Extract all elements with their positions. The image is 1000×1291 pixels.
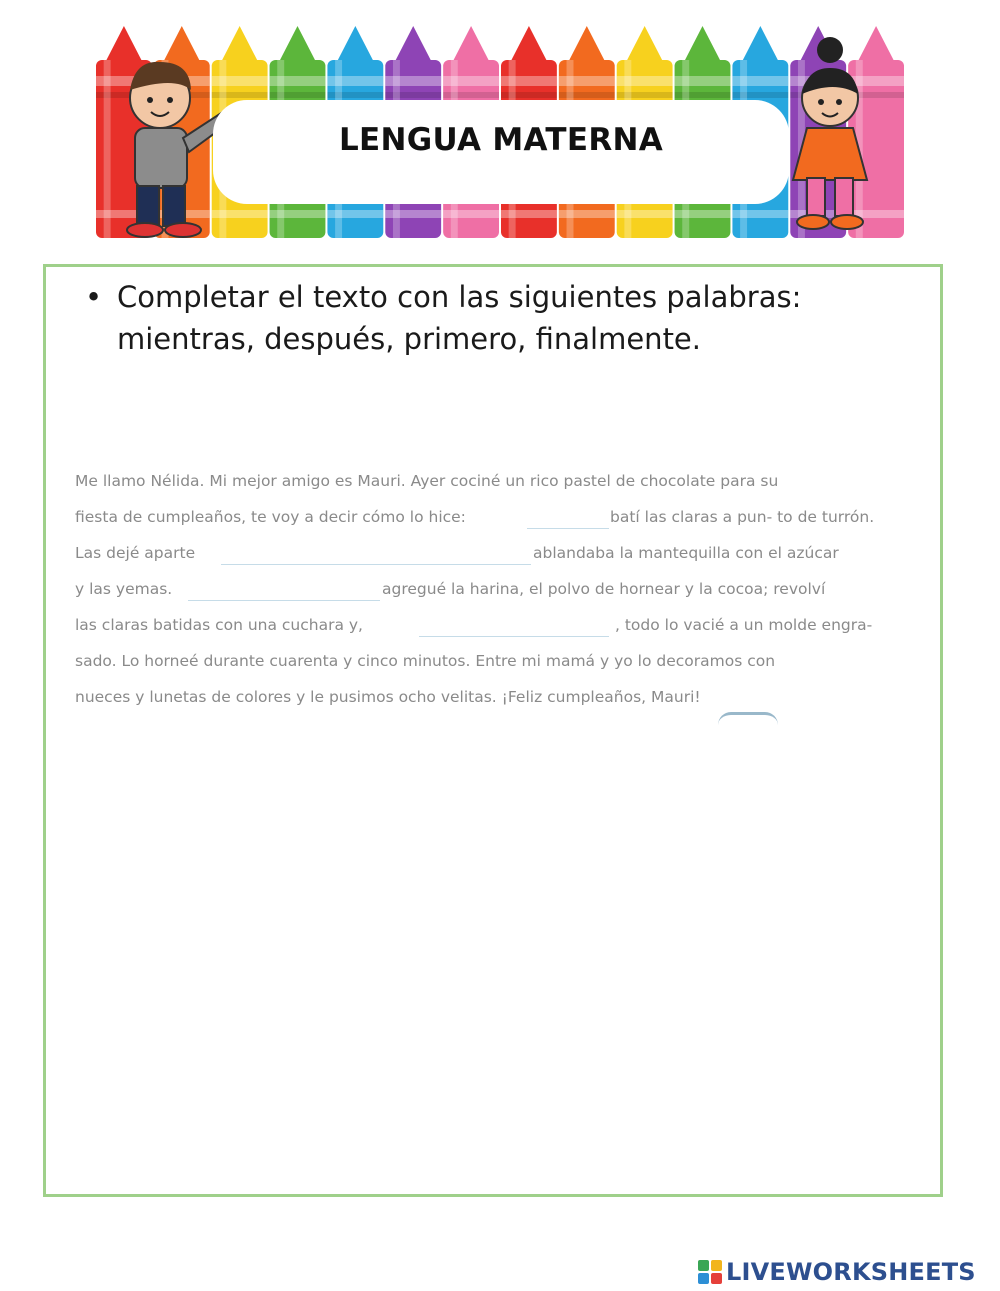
crayon-tip — [684, 26, 721, 62]
crayon-tip — [279, 26, 316, 62]
crayon-tip — [626, 26, 663, 62]
girl-shoe — [831, 215, 863, 229]
girl-leg — [807, 178, 825, 216]
bullet: • — [85, 280, 103, 314]
story-text: , todo lo vacié a un molde engra- — [615, 616, 873, 634]
crayon-tip — [105, 26, 142, 62]
story-text: ablandaba la mantequilla con el azúcar — [533, 544, 839, 562]
boy-shoe — [165, 223, 201, 237]
instruction-text: Completar el texto con las siguientes palabras: mientras, después, primero, finalmente. — [117, 280, 802, 356]
girl-leg — [835, 178, 853, 216]
crayon-tip — [568, 26, 605, 62]
crayon-tip — [395, 26, 432, 62]
story-text: Me llamo Nélida. Mi mejor amigo es Mauri. Ayer cociné un rico pastel de chocolate para su — [75, 472, 779, 490]
crayon-tip — [858, 26, 895, 62]
girl-hair-bun — [817, 37, 843, 63]
crayon-tip — [163, 26, 200, 62]
image-artifact — [718, 712, 778, 725]
logo-block — [698, 1260, 709, 1271]
boy-eye — [167, 97, 173, 103]
crayon-tip — [453, 26, 490, 62]
logo-block — [711, 1273, 722, 1284]
logo-block — [698, 1273, 709, 1284]
boy-shoe — [127, 223, 163, 237]
crayon-tip — [510, 26, 547, 62]
crayon-tip — [337, 26, 374, 62]
boy-eye — [147, 97, 153, 103]
story-text: Las dejé aparte — [75, 544, 196, 562]
fill-blank-3[interactable] — [188, 600, 380, 601]
boy-sweater — [135, 128, 187, 188]
girl-eye — [818, 99, 824, 105]
story-line — [75, 652, 775, 676]
boy-leg — [137, 186, 159, 226]
worksheet-frame — [43, 264, 943, 1197]
crayon-highlight — [104, 60, 111, 238]
liveworksheets-logo — [698, 1258, 976, 1286]
story-text: fiesta de cumpleaños, te voy a decir cómo lo hice: — [75, 508, 466, 526]
story-text: y las yemas. — [75, 580, 173, 598]
story-line — [75, 472, 778, 496]
logo-text: LIVEWORKSHEETS — [726, 1258, 976, 1286]
girl-eye — [836, 99, 842, 105]
logo-blocks-icon — [698, 1260, 722, 1284]
story-text: agregué la harina, el polvo de hornear y la cocoa; revolví — [382, 580, 826, 598]
fill-blank-1[interactable] — [527, 528, 609, 529]
crayon-tip — [742, 26, 779, 62]
girl-shoe — [797, 215, 829, 229]
boy-leg — [163, 186, 185, 226]
story-text: sado. Lo horneé durante cuarenta y cinco minutos. Entre mi mamá y yo lo decoramos con — [75, 652, 776, 670]
crayon-tip — [221, 26, 258, 62]
story-line — [75, 688, 701, 712]
fill-blank-2[interactable] — [221, 564, 531, 565]
fill-blank-4[interactable] — [419, 636, 609, 637]
story-text: batí las claras a pun- to de turrón. — [610, 508, 875, 526]
story-text: nueces y lunetas de colores y le pusimos ocho velitas. ¡Feliz cumpleaños, Mauri! — [75, 688, 701, 706]
logo-block — [711, 1260, 722, 1271]
story-text: las claras batidas con una cuchara y, — [75, 616, 363, 634]
page-title: LENGUA MATERNA — [338, 122, 664, 158]
girl-dress — [793, 128, 867, 180]
